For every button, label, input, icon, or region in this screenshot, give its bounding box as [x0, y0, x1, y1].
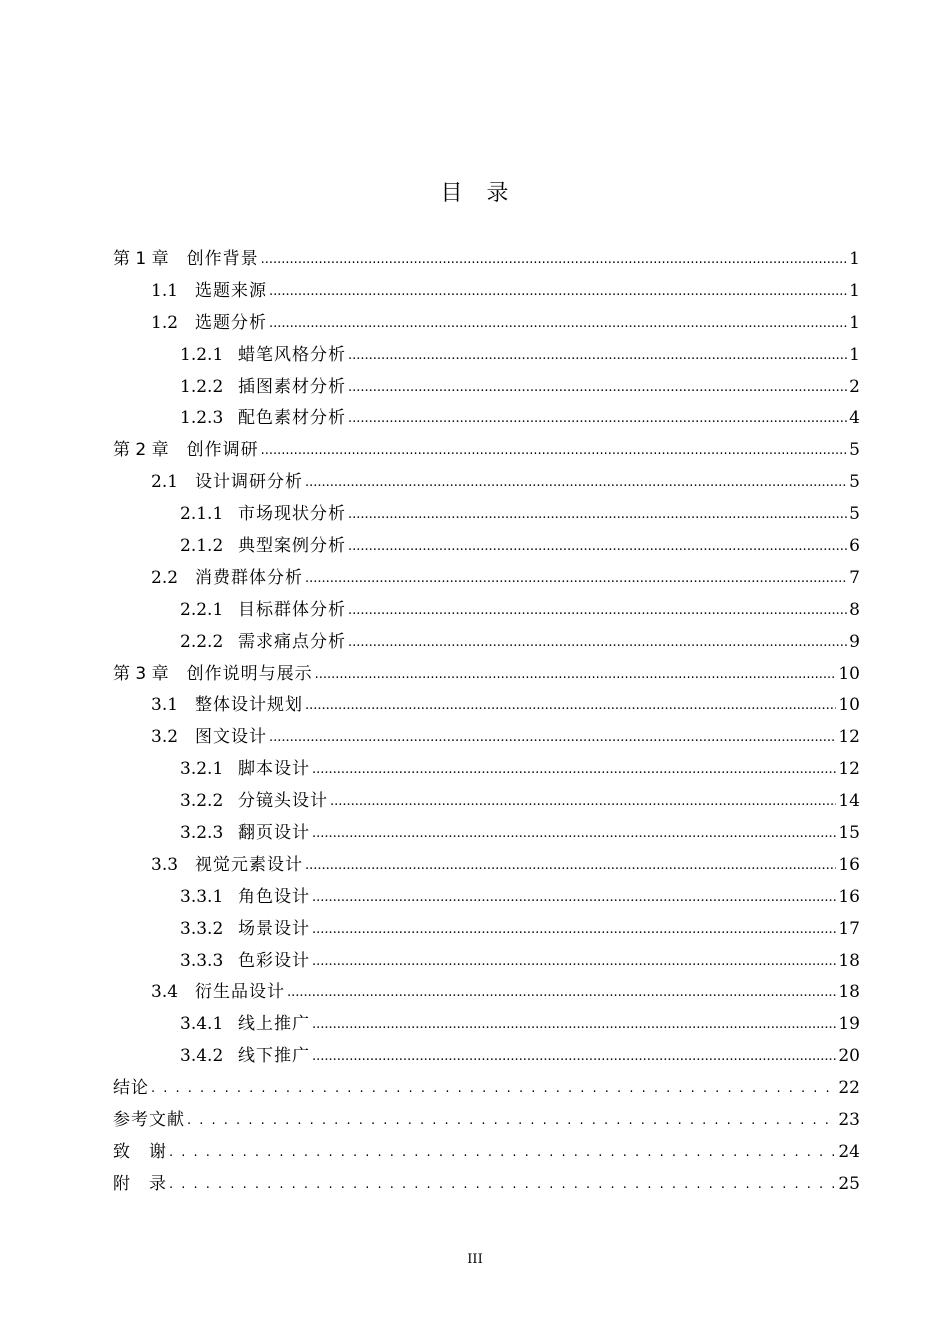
toc-entry-page: 8	[849, 599, 860, 620]
toc-entry-number: 2.1.1	[180, 504, 224, 525]
toc-entry-number: 2.2.1	[180, 599, 224, 620]
toc-entry-page: 18	[838, 950, 860, 971]
toc-leader-dots	[269, 312, 847, 332]
toc-entry[interactable]	[113, 308, 860, 340]
toc-entry-number: 1.1	[151, 280, 179, 301]
toc-leader-dots	[151, 1077, 836, 1097]
toc-leader-dots	[312, 1045, 836, 1065]
toc-entry[interactable]	[113, 467, 860, 499]
toc-entry[interactable]	[113, 1009, 860, 1041]
toc-entry-number: 2.2	[151, 567, 179, 588]
toc-entry-label: 创作调研	[186, 440, 259, 461]
toc-entry-number: 第 1 章	[113, 249, 169, 269]
toc-entry-label: 衍生品设计	[195, 982, 285, 1003]
table-of-contents	[113, 244, 860, 1201]
toc-entry-label: 场景设计	[238, 918, 310, 939]
toc-entry-number: 2.1.2	[180, 536, 224, 557]
toc-leader-dots	[348, 599, 847, 619]
toc-entry-label: 创作背景	[186, 249, 259, 269]
toc-entry-page: 4	[849, 408, 860, 429]
toc-leader-dots	[312, 918, 836, 938]
toc-leader-dots	[305, 471, 847, 491]
toc-entry-number: 3.3.3	[180, 950, 224, 971]
toc-entry[interactable]	[113, 435, 860, 467]
toc-entry-label: 市场现状分析	[238, 504, 346, 525]
toc-entry-label: 线下推广	[238, 1046, 310, 1067]
toc-leader-dots	[315, 663, 837, 683]
toc-entry[interactable]	[113, 786, 860, 818]
toc-leader-dots	[169, 1173, 836, 1193]
toc-entry-page: 5	[849, 472, 860, 493]
toc-entry-page: 20	[838, 1046, 860, 1067]
toc-entry-label: 角色设计	[238, 886, 310, 907]
toc-leader-dots	[312, 758, 836, 778]
toc-entry-number: 3.4.1	[180, 1014, 224, 1035]
toc-entry[interactable]	[113, 340, 860, 372]
toc-leader-dots	[261, 439, 848, 459]
toc-entry-number: 2.2.2	[180, 631, 224, 652]
toc-entry-label: 致 谢	[113, 1141, 167, 1162]
toc-entry-number: 第 3 章	[113, 663, 169, 684]
toc-leader-dots	[269, 726, 836, 746]
toc-entry[interactable]	[113, 977, 860, 1009]
toc-entry-page: 1	[849, 249, 860, 269]
toc-entry-page: 2	[849, 376, 860, 397]
toc-entry[interactable]	[113, 1137, 860, 1169]
toc-leader-dots	[187, 1109, 836, 1129]
toc-entry-number: 3.2.2	[180, 791, 224, 812]
toc-leader-dots	[348, 503, 847, 523]
toc-entry-label: 目标群体分析	[238, 599, 346, 620]
toc-entry-number: 3.1	[151, 695, 179, 716]
toc-entry-number: 1.2.1	[180, 344, 224, 365]
toc-entry-label: 结论	[113, 1078, 149, 1099]
toc-entry-label: 消费群体分析	[195, 567, 303, 588]
toc-entry-number: 3.3.2	[180, 918, 224, 939]
toc-leader-dots	[261, 248, 848, 268]
toc-entry[interactable]	[113, 403, 860, 435]
toc-entry-number: 1.2	[151, 312, 179, 333]
toc-entry[interactable]	[113, 563, 860, 595]
toc-entry[interactable]	[113, 690, 860, 722]
toc-entry-label: 选题分析	[195, 312, 267, 333]
toc-entry-label: 设计调研分析	[195, 472, 303, 493]
toc-entry-label: 蜡笔风格分析	[238, 344, 346, 365]
toc-entry-page: 6	[849, 536, 860, 557]
toc-entry-label: 创作说明与展示	[186, 663, 313, 684]
toc-entry-number: 1.2.3	[180, 408, 224, 429]
toc-entry-page: 23	[838, 1110, 860, 1131]
toc-entry-page: 15	[838, 823, 860, 844]
toc-entry-number: 2.1	[151, 472, 179, 493]
toc-entry-page: 7	[849, 567, 860, 588]
toc-leader-dots	[305, 694, 836, 714]
toc-entry[interactable]	[113, 499, 860, 531]
toc-entry-page: 1	[849, 344, 860, 365]
toc-entry-number: 3.2.3	[180, 823, 224, 844]
toc-leader-dots	[330, 790, 836, 810]
toc-entry[interactable]	[113, 372, 860, 404]
toc-entry[interactable]	[113, 818, 860, 850]
toc-entry[interactable]	[113, 946, 860, 978]
toc-entry-page: 22	[838, 1078, 860, 1099]
toc-entry[interactable]	[113, 1169, 860, 1201]
toc-entry-label: 整体设计规划	[195, 695, 303, 716]
toc-entry-page: 18	[838, 982, 860, 1003]
toc-entry[interactable]	[113, 1073, 860, 1105]
toc-entry[interactable]	[113, 244, 860, 276]
toc-leader-dots	[287, 981, 836, 1001]
toc-entry-page: 19	[838, 1014, 860, 1035]
toc-entry-label: 插图素材分析	[238, 376, 346, 397]
toc-entry-number: 3.2	[151, 727, 179, 748]
toc-entry[interactable]	[113, 882, 860, 914]
toc-entry-label: 典型案例分析	[238, 536, 346, 557]
toc-entry-page: 5	[849, 440, 860, 461]
toc-entry[interactable]	[113, 595, 860, 627]
toc-entry-label: 分镜头设计	[238, 791, 328, 812]
toc-entry[interactable]	[113, 1105, 860, 1137]
toc-entry-page: 10	[838, 663, 860, 684]
toc-leader-dots	[312, 1013, 836, 1033]
toc-entry-label: 线上推广	[238, 1014, 310, 1035]
toc-entry-label: 附 录	[113, 1173, 167, 1194]
toc-entry-label: 翻页设计	[238, 823, 310, 844]
toc-leader-dots	[312, 950, 836, 970]
toc-entry-label: 图文设计	[195, 727, 267, 748]
toc-leader-dots	[312, 822, 836, 842]
toc-entry-page: 24	[838, 1141, 860, 1162]
toc-entry-number: 第 2 章	[113, 440, 169, 461]
toc-entry[interactable]	[113, 914, 860, 946]
toc-entry-page: 10	[838, 695, 860, 716]
toc-leader-dots	[305, 854, 836, 874]
toc-entry-page: 9	[849, 631, 860, 652]
toc-leader-dots	[348, 535, 847, 555]
toc-leader-dots	[348, 407, 847, 427]
toc-entry-label: 参考文献	[113, 1110, 185, 1131]
toc-entry-page: 17	[838, 918, 860, 939]
toc-leader-dots	[348, 344, 847, 364]
toc-entry[interactable]	[113, 850, 860, 882]
toc-entry[interactable]	[113, 531, 860, 563]
toc-leader-dots	[169, 1141, 836, 1161]
toc-entry-page: 25	[838, 1173, 860, 1194]
toc-entry-number: 3.3.1	[180, 886, 224, 907]
toc-leader-dots	[348, 376, 847, 396]
toc-entry-label: 脚本设计	[238, 759, 310, 780]
toc-entry[interactable]	[113, 754, 860, 786]
toc-entry-label: 需求痛点分析	[238, 631, 346, 652]
toc-entry[interactable]	[113, 722, 860, 754]
toc-entry-page: 1	[849, 312, 860, 333]
toc-entry-number: 3.4.2	[180, 1046, 224, 1067]
toc-entry-label: 色彩设计	[238, 950, 310, 971]
page-number: III	[467, 1252, 483, 1267]
toc-entry-page: 14	[838, 791, 860, 812]
toc-entry[interactable]	[113, 1041, 860, 1073]
toc-entry-page: 5	[849, 504, 860, 525]
toc-leader-dots	[305, 567, 847, 587]
toc-entry-number: 3.4	[151, 982, 179, 1003]
toc-entry[interactable]	[113, 276, 860, 308]
toc-entry-label: 选题来源	[195, 280, 267, 301]
toc-entry-number: 1.2.2	[180, 376, 224, 397]
toc-leader-dots	[269, 280, 847, 300]
toc-entry-page: 16	[838, 854, 860, 875]
toc-entry-page: 12	[838, 727, 860, 748]
toc-entry-number: 3.2.1	[180, 759, 224, 780]
toc-entry-number: 3.3	[151, 854, 179, 875]
toc-entry-page: 12	[838, 759, 860, 780]
toc-entry-label: 视觉元素设计	[195, 854, 303, 875]
toc-entry-page: 16	[838, 886, 860, 907]
toc-leader-dots	[312, 886, 836, 906]
toc-entry[interactable]	[113, 627, 860, 659]
toc-leader-dots	[348, 631, 847, 651]
toc-entry-label: 配色素材分析	[238, 408, 346, 429]
toc-entry-page: 1	[849, 280, 860, 301]
page-title: 目 录	[440, 181, 510, 206]
toc-entry[interactable]	[113, 659, 860, 691]
